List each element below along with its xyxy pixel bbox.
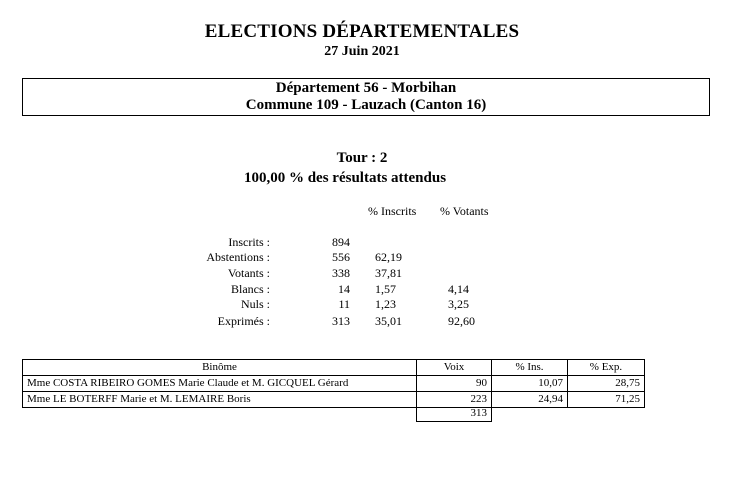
location-box <box>22 78 710 116</box>
stat-value: 894 <box>332 235 350 249</box>
stat-value: 556 <box>332 250 350 264</box>
round-label: Tour : 2 <box>336 150 388 166</box>
binome-name: Mme COSTA RIBEIRO GOMES Marie Claude et M. GICQUEL Gérard <box>23 376 417 392</box>
stat-label: Inscrits : <box>228 235 270 249</box>
stat-value: 313 <box>332 314 350 328</box>
stat-pct-inscrits: 35,01 <box>375 314 402 328</box>
stat-pct-votants: 92,60 <box>448 314 475 328</box>
document-title: ELECTIONS DÉPARTEMENTALES <box>204 21 520 42</box>
col-header-pct-votants: % Votants <box>440 204 489 218</box>
commune-label: Commune 109 - Lauzach (Canton 16) <box>245 97 487 113</box>
header-voix: Voix <box>417 360 492 376</box>
voix-value: 90 <box>417 376 492 392</box>
pct-exp-value: 28,75 <box>568 376 645 392</box>
results-table <box>22 359 645 408</box>
stat-value: 338 <box>332 266 350 280</box>
stat-pct-inscrits: 1,23 <box>375 297 396 311</box>
voix-value: 223 <box>417 392 492 408</box>
stat-label: Blancs : <box>231 282 270 296</box>
table-row <box>23 392 645 408</box>
header-binome: Binôme <box>23 360 417 376</box>
departement-label: Département 56 - Morbihan <box>275 80 457 96</box>
table-row <box>23 376 645 392</box>
stat-pct-inscrits: 1,57 <box>375 282 396 296</box>
stat-label: Exprimés : <box>217 314 270 328</box>
stat-value: 14 <box>338 282 350 296</box>
stat-pct-votants: 3,25 <box>448 297 469 311</box>
stat-pct-inscrits: 37,81 <box>375 266 402 280</box>
stat-pct-inscrits: 62,19 <box>375 250 402 264</box>
pct-ins-value: 10,07 <box>492 376 568 392</box>
header-pct-ins: % Ins. <box>492 360 568 376</box>
pct-exp-value: 71,25 <box>568 392 645 408</box>
election-date: 27 Juin 2021 <box>324 44 400 59</box>
stat-value: 11 <box>338 297 350 311</box>
header-pct-exp: % Exp. <box>568 360 645 376</box>
results-expected: 100,00 % des résultats attendus <box>243 170 447 186</box>
results-header-row <box>23 360 645 376</box>
stat-label: Nuls : <box>240 297 270 311</box>
stat-pct-votants: 4,14 <box>448 282 469 296</box>
stat-label: Abstentions : <box>206 250 270 264</box>
pct-ins-value: 24,94 <box>492 392 568 408</box>
binome-name: Mme LE BOTERFF Marie et M. LEMAIRE Boris <box>23 392 417 408</box>
col-header-pct-inscrits: % Inscrits <box>368 204 417 218</box>
stat-label: Votants : <box>227 266 270 280</box>
total-voix: 313 <box>416 406 492 422</box>
